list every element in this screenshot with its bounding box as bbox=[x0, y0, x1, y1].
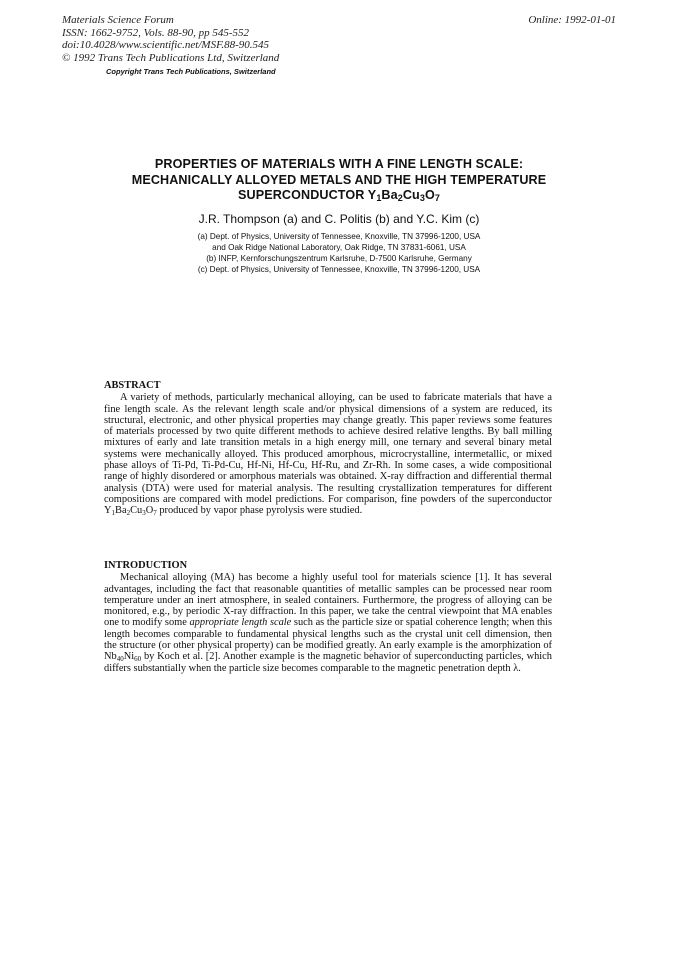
emphasized-phrase: appropriate length scale bbox=[189, 617, 292, 629]
formula-element: Cu bbox=[402, 188, 420, 202]
formula-element: Ni bbox=[123, 651, 135, 663]
issn-line: ISSN: 1662-9752, Vols. 88-90, pp 545-552 bbox=[62, 26, 249, 39]
formula-subscript: 2 bbox=[126, 509, 131, 518]
introduction-section bbox=[104, 560, 552, 674]
affiliations bbox=[0, 231, 678, 275]
publisher-line: © 1992 Trans Tech Publications Ltd, Switzerland bbox=[62, 51, 280, 64]
introduction-heading: INTRODUCTION bbox=[104, 560, 188, 571]
formula-subscript: 7 bbox=[153, 509, 157, 518]
abstract-paragraph bbox=[104, 392, 552, 516]
affiliation-line: (a) Dept. of Physics, University of Tennessee, Knoxville, TN 37996-1200, USA bbox=[197, 232, 481, 241]
formula-subscript: 3 bbox=[142, 509, 146, 518]
title-line-1: PROPERTIES OF MATERIALS WITH A FINE LENGTH SCALE: bbox=[154, 157, 524, 171]
formula-subscript: 2 bbox=[397, 193, 403, 203]
formula-subscript: 60 bbox=[134, 655, 142, 664]
formula-subscript: 40 bbox=[116, 655, 124, 664]
online-date: Online: 1992-01-01 bbox=[528, 14, 616, 26]
formula-element: Ba bbox=[115, 505, 127, 517]
affiliation-line: and Oak Ridge National Laboratory, Oak Ridge, TN 37831-6061, USA bbox=[212, 243, 466, 252]
affiliation-line: (b) INFP, Kernforschungszentrum Karlsruhe, D-7500 Karlsruhe, Germany bbox=[206, 254, 472, 263]
formula-element: O bbox=[145, 505, 154, 517]
journal-name: Materials Science Forum bbox=[62, 14, 174, 26]
introduction-text: Mechanical alloying (MA) has become a highly useful tool for materials science [1]. It has several advantages, including the fact that reasonable quantities of metallic samples can be processed near room temperature under an inert atmosphere, in sealed containers. Furthermore, the progress of alloying can be monitored, e.g., by periodic X-ray diffraction. In this paper, we take the central viewpoint that MA enables one to modify some bbox=[104, 572, 552, 629]
introduction-text: such as the particle size or spatial coherence length; when this length becomes comparable to fundamental physical lengths such as the crystal unit cell dimension, then the structure (or other physical property) can be modified greatly. An early example is the amorphization of Nb bbox=[104, 617, 552, 663]
formula-subscript: 1 bbox=[376, 193, 382, 203]
formula-element: Cu bbox=[130, 505, 143, 517]
author-list: J.R. Thompson (a) and C. Politis (b) and Y.C. Kim (c) bbox=[198, 212, 480, 226]
formula-subscript: 1 bbox=[111, 509, 116, 518]
formula-subscript: 3 bbox=[419, 193, 425, 203]
copyright-notice: Copyright Trans Tech Publications, Switzerland bbox=[106, 67, 276, 76]
journal-metadata bbox=[62, 14, 279, 64]
abstract-section bbox=[104, 380, 552, 517]
formula-element: Ba bbox=[381, 188, 398, 202]
abstract-text-end: produced by vapor phase pyrolysis were studied. bbox=[156, 505, 363, 517]
affiliation-line: (c) Dept. of Physics, University of Tennessee, Knoxville, TN 37996-1200, USA bbox=[197, 265, 481, 274]
paper-title bbox=[0, 157, 678, 204]
title-line-3 bbox=[0, 188, 678, 204]
abstract-heading: ABSTRACT bbox=[104, 380, 161, 391]
introduction-text-end: by Koch et al. [2]. Another example is the magnetic behavior of superconducting particles, which differs substantially when the particle size becomes comparable to the magnetic penetration depth λ. bbox=[104, 651, 552, 674]
introduction-paragraph bbox=[104, 572, 552, 674]
abstract-text: A variety of methods, particularly mechanical alloying, can be used to fabricate materials that have a fine length scale. As the relevant length scale and/or physical dimensions of a system are reduced, its structural, electronic, and other physical properties may change greatly. This paper reviews some features of materials processed by two quite different methods to achieve desired relative lengths. By ball milling mixtures of early and late transition metals in a high energy mill, one ternary and several binary metal systems were mechanically alloyed. This produced amorphous, microcrystalline, intermetallic, or mixed phase alloys of Ti-Pd, Ti-Pd-Cu, Hf-Ni, Hf-Cu, Hf-Ru, and Zr-Rh. In some cases, a wide compositional range of highly disordered or amorphous materials was obtained. X-ray diffraction and differential thermal analysis (DTA) were used for material analysis. The resulting crystallization temperatures for different compositions are compared with model predictions. For comparison, fine powders of the superconductor Y bbox=[104, 392, 552, 517]
formula-subscript: 7 bbox=[434, 193, 440, 203]
formula-element: O bbox=[424, 188, 435, 202]
title-line-2: MECHANICALLY ALLOYED METALS AND THE HIGH TEMPERATURE bbox=[131, 172, 547, 187]
title-line-3-text: SUPERCONDUCTOR Y bbox=[238, 188, 377, 202]
doi-line: doi:10.4028/www.scientific.net/MSF.88-90.545 bbox=[62, 39, 270, 51]
